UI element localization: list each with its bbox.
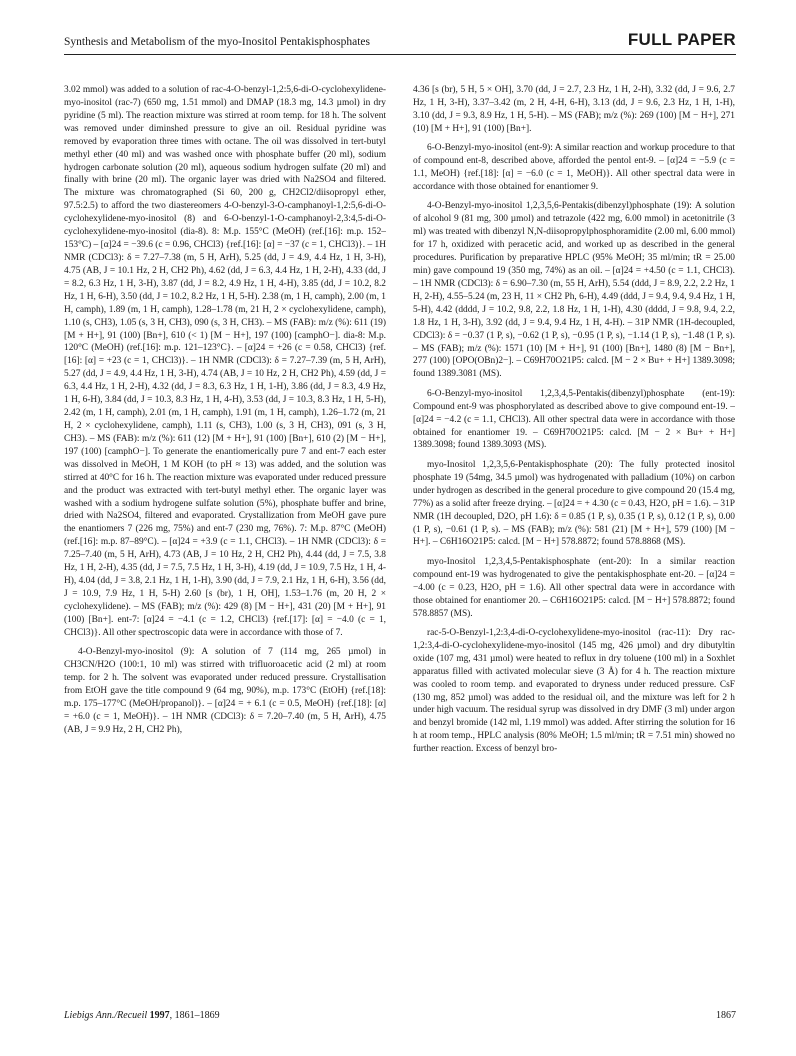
page-number: 1867 — [716, 1010, 736, 1021]
journal-citation — [64, 1010, 220, 1021]
page-header — [64, 30, 736, 70]
left-column — [64, 84, 386, 743]
section-label: FULL PAPER — [627, 30, 736, 49]
paragraph-right-1: 4.36 [s (br), 5 H, 5 × OH], 3.70 (dd, J = 2.7, 2.3 Hz, 1 H, 2-H), 3.32 (dd, J = 9.6, 2.7 Hz, 1 H, 3-H), 3.37–3.42 (m, 2 H, 4-H, 6-H), 3.13 (dd, J = 9.6, 2.3 Hz, 1 H, 1-H), 3.10 (dd, J = 9.3, 8.9 Hz, 1 H, 5-H). – MS (FAB); m/z (%): 269 (100) [M − H+], 271 (10) [M + H+], 91 (100) [Bn+]. — [413, 85, 735, 134]
paragraph-compound-20: myo-Inositol 1,2,3,5,6-Pentakisphosphate (20): The fully protected inositol phosphate 19 (54mg, 34.5 µmol) was hydrogenated with palladium (10%) on carbon under hydrogen as described in the general procedure to give compound 20 (15.4 mg, 77%) as a solid after freeze drying. – [α]24 = + 4.30 (c = 0.43, H2O, pH = 1.6). – 31P NMR (1H decoupled, D2O, pH 1.6): δ = 0.85 (1 P, s), 0.35 (1 P, s), 0.12 (1 P, s), 0.00 (1 P, s), −0.61 (1 P, s). – MS (FAB); m/z (%): 581 (21) [M + H+], 579 (100) [M − H+]. – C6H16O21P5: calcd. [M − H+] 578.8872; found 578.8868 (MS). — [413, 459, 735, 548]
paragraph-ent-20: myo-Inositol 1,2,3,4,5-Pentakisphosphate (ent-20): In a similar reaction compound ent-19 was hydrogenated to give the pentakisphosphate ent-20. – [α]24 = −4.00 (c = 0.23, H2O, pH = 1.6). All other spectral data were in accordance with those obtained for enantiomer 20. – C6H16O21P5: calcd. [M − H+] 578.8872; found 578.8857 (MS). — [413, 556, 735, 619]
paragraph-ent-9: 6-O-Benzyl-myo-inositol (ent-9): A similar reaction and workup procedure to that of compound ent-8, described above, afforded the pentol ent-9. – [α]24 = −5.9 (c = 1.1, MeOH) {ref.[18]: [α] = −6.0 (c = 1, MeOH)}. All other spectral data were in accordance with those obtained for enantiomer 9. — [413, 143, 735, 192]
running-title: Synthesis and Metabolism of the myo-Inositol Pentakisphosphates — [64, 36, 371, 48]
paragraph-ent-19: 6-O-Benzyl-myo-inositol 1,2,3,4,5-Pentakis(dibenzyl)phosphate (ent-19): Compound ent-9 was phosphorylated as described above to give compound ent-19. – [α]24 = −4.2 (c = 1.1, CHCl3). All other spectral data were in accordance with those obtained for enantiomer 19. – C69H70O21P5: calcd. [M − 2 × Bu+ + H+] 1389.3098; found 1389.3093 (MS). — [413, 388, 735, 451]
paragraph-rac-11: rac-5-O-Benzyl-1,2:3,4-di-O-cyclohexylidene-myo-inositol (rac-11): Dry rac-1,2:3,4-di-O-cyclohexylidene-myo-inositol (145 mg, 426 µmol) and dry dibutyltin oxide (107 mg, 431 µmol) were heated to reflux in dry toluene (100 ml) in a Soxhlet apparatus filled with activated molecular sieve (3 Å) for 4 h. The reaction mixture was cooled to room temp. and evaporated to dryness under reduced pressure. CsF (130 mg, 852 µmol) was added to the residual oil, and the mixture was left for 2 h under high vacuum. The residual syrup was dissolved in dry DMF (3 ml) under argon and benzyl bromide (142 ml, 1.19 mmol) was added. After stirring the solution for 16 h at room temp., HPLC analysis (80% MeOH; 1.5 ml/min; tR = 7.51 min) showed no further reaction. Excess of benzyl bro- — [413, 627, 735, 755]
page-footer — [64, 1010, 736, 1030]
journal-year: 1997 — [149, 1010, 170, 1021]
journal-name: Liebigs Ann./Recueil — [64, 1010, 148, 1021]
paragraph-left-1: 3.02 mmol) was added to a solution of rac-4-O-benzyl-1,2:5,6-di-O-cyclohexylidene-myo-inositol (rac-7) (650 mg, 1.51 mmol) and DMAP (18.3 mg, 14.3 µmol) in dry pyridine (5 ml). The reaction mixture was stirred at room temp. for 18 h. The solvent was removed under diminshed pressure to give an oil. Residual pyridine was removed by evaporation three times with octane. The oil was dissolved in tert-butyl methyl ether (40 ml) and was washed once with phosphate buffer (20 ml), sodium hydrogen carbonate solution (20 ml), aqueous sodium hydrogen sulfate (20 ml) and finally with brine (20 ml). The organic layer was dried with Na2SO4 and filtered. The mixture was chromatographed (Si 60, 200 g, CH2Cl2/diisopropyl ether, 97.5:2.5) to afford the two diastereomers 4-O-benzyl-3-O-camphanoyl-1,2:5,6-di-O-cyclohexylidene-myo-inositol (8) and 6-O-benzyl-1-O-camphanoyl-2,3:4,5-di-O-cyclohexylidene-myo-inositol (dia-8). 8: M.p. 155°C (MeOH) (ref.[16]: m.p. 152–153°C) – [α]24 = −39.6 (c = 0.96, CHCl3) {ref.[16]: [α] = −37 (c = 1, CHCl3)}. – 1H NMR (CDCl3): δ = 7.27–7.38 (m, 5 H, ArH), 5.25 (dd, J = 4.9, 4.4 Hz, 1 H, 3-H), 4.75 (AB, J = 10.1 Hz, 2 H, CH2 Ph), 4.62 (dd, J = 6.3, 4.4 Hz, 1 H, 2-H), 4.33 (dd, J = 8.2, 6.3 Hz, 1 H, 3-H), 3.87 (dd, J = 8.2, 4.9 Hz, 1 H, 4-H), 3.85 (dd, J = 10.2, 8.2 Hz, 1 H, 6-H), 3.50 (dd, J = 10.2, 8.2 Hz, 1 H, 5-H). 2.38 (m, 1 H, camph), 2.00 (m, 1 H, camph), 1.89 (m, 1 H, camph), 1.28–1.78 (m, 21 H, 2 × cyclohexylidene, camph), 1.10 (s, CH3), 1.05 (s, 3 H, CH3), 090 (s, 3 H, CH3). – MS (FAB): m/z (%): 611 (19) [M + H+], 91 (100) [Bn+], 610 (< 1) [M − H+], 197 (100) [camphO−]. dia-8: M.p. 120°C (MeOH) (ref.[16]: m.p. 121–123°C}. – [α]24 = +26 (c = 0.58, CHCl3) {ref.[16]: [α] = +23 (c = 1, CHCl3)}. – 1H NMR (CDCl3): δ = 7.27–7.39 (m, 5 H, ArH), 5.27 (dd, J = 4.9, 4.4 Hz, 1 H, 3-H), 4.74 (AB, J = 10 Hz, 2 H, CH2 Ph), 4.59 (dd, J = 6.3, 4.4 Hz, 1 H, 2-H), 4.32 (dd, J = 8.3, 6.3 Hz, 1 H, 1-H), 3.86 (dd, J = 8.3, 4.9 Hz, 1 H, 6-H), 3.84 (dd, J = 10.3, 8.3 Hz, 1 H, 4-H), 3.53 (dd, J = 10.3, 8.3 Hz, 1 H, 5-H), 2.42 (m, 1 H, camph), 2.01 (m, 1 H, camph), 1.91 (m, 1 H, camph), 1.26–1.72 (m, 21 H, 2 × cyclohexylidene, camph), 1.11 (s, CH3), 1.00 (s, 3 H, CH3), 091 (s, 3 H, CH3). – MS (FAB): m/z (%): 611 (12) [M + H+], 91 (100) [Bn+], 610 (2) [M − H+], 197 (100) [camphO−]. To generate the enantiomerically pure 7 and ent-7 each ester was dissolved in MeOH, 1 M KOH (to pH ≈ 13) was added, and the solution was stirred at 40°C for 16 h. The reaction mixture was evaporated under reduced pressure and the product was extracted with tert-butyl methyl ether. The organic layer was washed with a sodium hydrogene sulfate solution (5%), phosphate buffer and brine, dried with Na2SO4, filtered and evaporated. Crystallization from MeOH gave pure the enantiomers 7 (226 mg, 75%) and ent-7 (230 mg, 76%). 7: M.p. 87°C (MeOH) (ref.[16]: m.p. 87–89°C). – [α]24 = +3.9 (c = 1.1, CHCl3). – 1H NMR (CDCl3): δ = 7.25–7.40 (m, 5 H, ArH), 4.73 (AB, J = 10 Hz, 2 H, CH2 Ph), 4.44 (dd, J = 7.5, 3.8 Hz, 1 H, 2-H), 4.35 (dd, J = 7.5, 7.5 Hz, 1 H, 3-H), 4.19 (dd, J = 10.9, 7.5 Hz, 1 H, 4-H), 4.04 (dd, J = 3.8, 2.1 Hz, 1 H, 1-H), 3.90 (dd, J = 7.9, 2.1 Hz, 1 H, 6-H), 3.56 (dd, J = 10.9, 7.9 Hz, 1 H, 5-H) 2.60 [s (br), 1 H, OH], 1.53–1.76 (m, 20 H, 2 × cyclohexylidene). – MS (FAB); m/z (%): 429 (8) [M − H+], 431 (20) [M + H+], 91 (100) [Bn+]. ent-7: [α]24 = −4.1 (c = 1.2, CHCl3) {ref.[17]: [α] = −4.0 (c = 1, CHCl3)}. All other spectroscopic data were in accordance with those of 7. — [64, 85, 386, 638]
paragraph-compound-9: 4-O-Benzyl-myo-inositol (9): A solution of 7 (114 mg, 265 µmol) in CH3CN/H2O (100:1, 10 ml) was stirred with trifluoroacetic acid (2 ml) at room temp. for 2 h. The solvent was evaporated under reduced pressure. Crystallisation from EtOH gave the title compound 9 (64 mg, 90%), m.p. 173°C (EtOH) {ref.[18]: m.p. 175–177°C (MeOH/propanol)}. – [α]24 = + 6.1 (c = 0.5, MeOH) {ref.[18]: [α] = +6.0 (c = 1, MeOH)}. – 1H NMR (CDCl3): δ = 7.20–7.40 (m, 5 H, ArH), 4.75 (AB, J = 9.9 Hz, 2 H, CH2 Ph), — [64, 647, 386, 735]
paragraph-compound-19: 4-O-Benzyl-myo-inositol 1,2,3,5,6-Pentakis(dibenzyl)phosphate (19): A solution of alcohol 9 (81 mg, 300 µmol) and tetrazole (422 mg, 6.00 mmol) in acetonitrile (3 ml) was treated with dibenzyl N,N-diisopropylphosphoramidite (2.00 ml, 6.00 mmol) for 17 h, oxidized with peracetic acid, and worked up as described in the general procedures. Purification by preparative HPLC (95% MeOH; 35 ml/min; tR = 25.00 min) gave compound 19 (350 mg, 74%) as an oil. – [α]24 = +4.50 (c = 1.1, CHCl3). – 1H NMR (CDCl3): δ = 6.90–7.30 (m, 55 H, ArH), 5.54 (ddd, J = 8.9, 2.2, 2.2 Hz, 1 H, 2-H), 4.55–5.24 (m, 23 H, 11 × CH2 Ph, 6-H), 4.49 (ddd, J = 9.4, 9.4, 9.4 Hz, 1 H, 5-H), 4.42 (dddd, J = 10.2, 9.8, 2.2, 1.8 Hz, 1 H, 1-H), 4.30 (dddd, J = 9.8, 9.4, 2.2, 1.8 Hz, 1 H, 3-H), 3.92 (dd, J = 9.4, 9.4 Hz, 1 H, 4-H). – 31P NMR (1H-decoupled, CDCl3): δ = −0.37 (1 P, s), −0.62 (1 P, s), −0.95 (1 P, s), −1.14 (1 P, s), −1.48 (1 P, s). – MS (FAB); m/z (%): 1571 (10) [M + H+], 91 (100) [Bn+], 1480 (8) [M − Bn+], 277 (100) [OPO(OBn)2−]. – C69H70O21P5: calcd. [M − 2 × Bu+ + H+] 1389.3098; found 1389.3081 (MS). — [413, 201, 735, 380]
right-column — [413, 84, 735, 763]
header-rule — [64, 54, 736, 55]
journal-pages: , 1861–1869 — [169, 1010, 220, 1021]
